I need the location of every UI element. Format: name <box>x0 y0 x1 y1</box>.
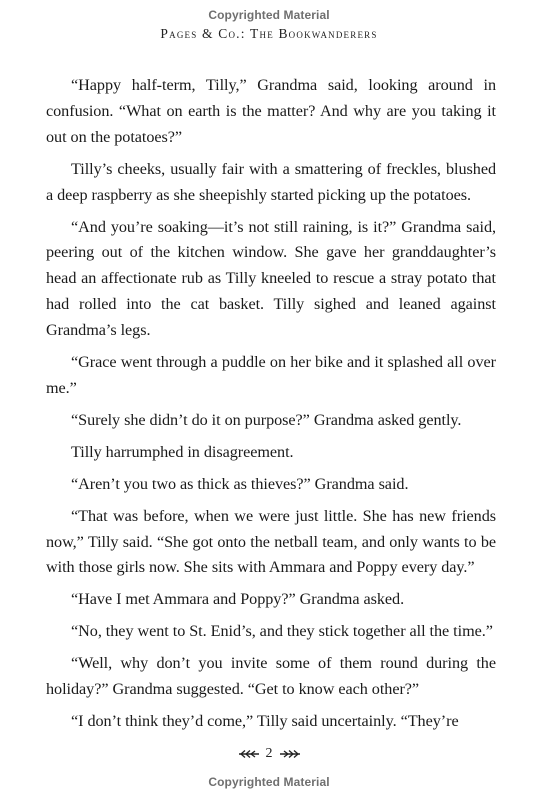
paragraph: “I don’t think they’d come,” Tilly said uncertainly. “They’re <box>71 711 459 730</box>
paragraph: “Have I met Ammara and Poppy?” Grandma asked. <box>71 590 405 609</box>
paragraph: “Well, why don’t you invite some of them round during the holiday?” Grandma suggested. “Get to know each other?” <box>46 654 496 699</box>
paragraph: Tilly harrumphed in disagreement. <box>71 442 294 461</box>
page-number: 2 <box>265 746 273 761</box>
copyright-watermark-bottom: Copyrighted Material <box>208 775 330 789</box>
feather-ornament-right-icon <box>279 749 301 759</box>
feather-ornament-left-icon <box>238 749 260 759</box>
page-folio <box>0 746 538 762</box>
paragraph: “That was before, when we were just little. She has new friends now,” Tilly said. “She got onto the netball team, and only wants to be with those girls now. She sits with Ammara and Poppy every day.” <box>46 506 496 577</box>
body-text <box>46 73 496 741</box>
running-head: Pages & Co.: The Bookwanderers <box>160 26 378 41</box>
paragraph: “No, they went to St. Enid’s, and they stick together all the time.” <box>71 622 493 641</box>
paragraph: Tilly’s cheeks, usually fair with a smattering of freckles, blushed a deep raspberry as she sheepishly started picking up the potatoes. <box>46 159 496 204</box>
paragraph: “Surely she didn’t do it on purpose?” Grandma asked gently. <box>71 410 462 429</box>
copyright-watermark-top: Copyrighted Material <box>208 8 330 22</box>
paragraph: “Aren’t you two as thick as thieves?” Grandma said. <box>71 474 409 493</box>
paragraph: “Grace went through a puddle on her bike and it splashed all over me.” <box>46 353 496 397</box>
paragraph: “Happy half-term, Tilly,” Grandma said, looking around in confusion. “What on earth is the matter? And why are you taking it out on the potatoes?” <box>46 76 496 146</box>
paragraph: “And you’re soaking—it’s not still raining, is it?” Grandma said, peering out of the kitchen window. She gave her granddaughter’s head an affectionate rub as Tilly kneeled to rescue a stray potato that had rolled into the cat basket. Tilly sighed and leaned against Grandma’s legs. <box>46 217 496 340</box>
